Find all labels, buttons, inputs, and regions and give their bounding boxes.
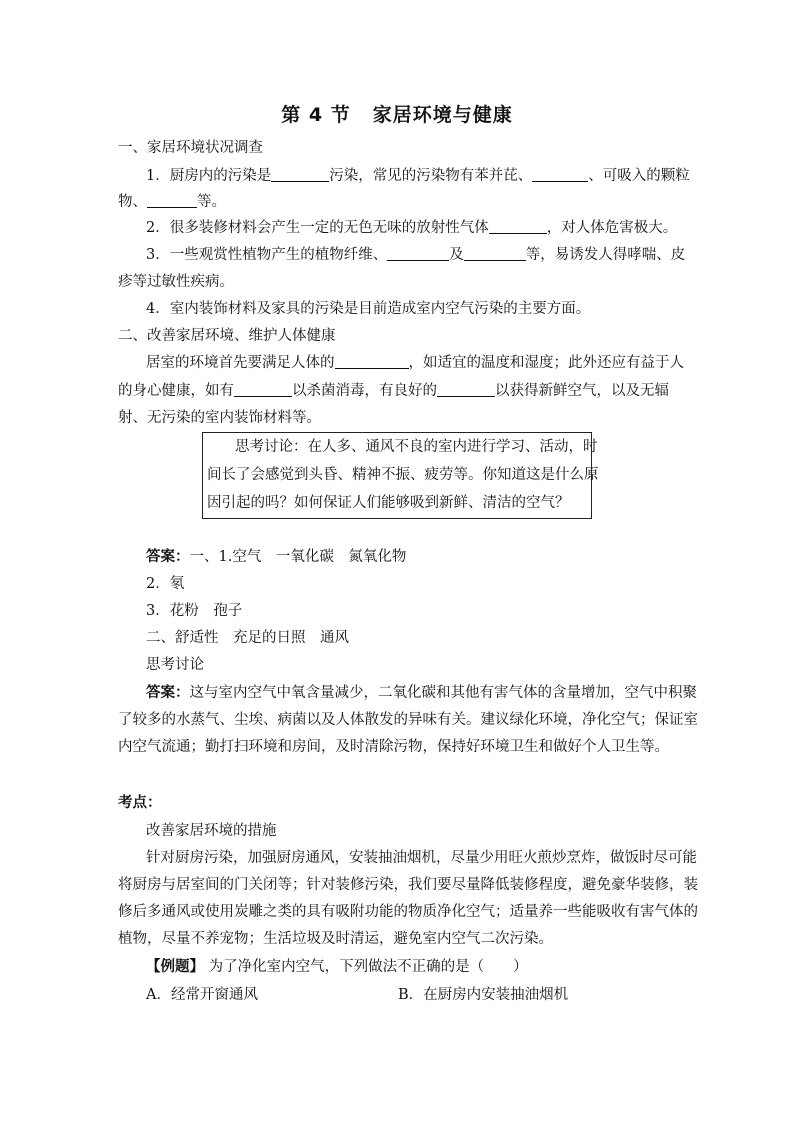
kaodian-line1: 针对厨房污染，加强厨房通风，安装抽油烟机，尽量少用旺火煎炒烹炸，做饭时尽可能: [146, 850, 697, 866]
blank: [147, 193, 197, 208]
blank: [387, 246, 449, 261]
answers-para-line3: 内空气流通；勤打扫环境和房间，及时清除污物，保持好环境卫生和做好个人卫生等。: [118, 739, 669, 755]
answers-line4: 二、舒适性 充足的日照 通风: [146, 630, 349, 646]
question-2: 2．很多装修材料会产生一定的无色无味的放射性气体 ，对人体危害极大。: [146, 220, 678, 236]
question-3-line1: 3．一些观赏性植物产生的植物纤维、 及 等，易诱发人得哮喘、皮: [146, 247, 686, 263]
section2-para-line3: 射、无污染的室内装饰材料等。: [118, 410, 321, 426]
section2-heading: 二、改善家居环境、维护人体健康: [118, 328, 336, 344]
question-1-line1: 1．厨房内的污染是 污染，常见的污染物有苯并芘、 、可吸入的颗粒: [146, 168, 690, 184]
section2-para-line2: 的身心健康，如有 以杀菌消毒，有良好的 以获得新鲜空气，以及无辐: [118, 383, 669, 399]
blank: [271, 167, 329, 182]
answers-line5: 思考讨论: [146, 657, 204, 673]
kaodian-line4: 植物，尽量不养宠物；生活垃圾及时清运，避免室内空气二次污染。: [118, 931, 553, 947]
page-title: [0, 100, 794, 127]
answers-para-line1: 答案：这与室内空气中氧含量减少，二氧化碳和其他有害气体的含量增加，空气中积聚: [146, 684, 697, 701]
title-main: 家居环境与健康: [372, 104, 513, 126]
blank: [532, 167, 588, 182]
answers-line3: 3．花粉 孢子: [146, 603, 243, 619]
answers-line2: 2．氡: [146, 576, 185, 592]
kaodian-line2: 将厨房与居室间的门关闭等；针对装修污染，我们要尽量降低装修程度，避免豪华装修，装: [118, 877, 698, 893]
kaodian-subheading: 改善家居环境的措施: [146, 823, 277, 839]
answers-line1: 答案：一、1.空气 一氧化碳 氮氧化物: [146, 548, 407, 565]
answers-para-label: 答案：: [146, 684, 190, 701]
blank: [489, 219, 547, 234]
discussion-line2: 间长了会感觉到头昏、精神不振、疲劳等。你知道这是什么原: [207, 467, 599, 483]
discussion-line3: 因引起的吗？如何保证人们能够吸到新鲜、清洁的空气？: [207, 495, 570, 511]
question-3-line2: 疹等过敏性疾病。: [118, 274, 234, 290]
answers-para-line2: 了较多的水蒸气、尘埃、病菌以及人体散发的异味有关。建议绿化环境，净化空气；保证室: [118, 712, 698, 728]
section2-para-line1: 居室的环境首先要满足人体的 ，如适宜的温度和湿度；此外还应有益于人: [146, 355, 684, 371]
blank: [464, 246, 526, 261]
example-question: 【例题】 为了净化室内空气，下列做法不正确的是（ ）: [146, 958, 528, 975]
blank: [437, 382, 495, 397]
title-section-number: 第 4 节: [281, 104, 351, 126]
discussion-line1: 思考讨论：在人多、通风不良的室内进行学习、活动，时: [235, 439, 598, 455]
kaodian-label: 考点：: [118, 794, 162, 811]
section1-heading: 一、家居环境状况调查: [118, 140, 263, 156]
question-4: 4．室内装饰材料及家具的污染是目前造成室内空气污染的主要方面。: [146, 301, 591, 317]
question-1-line2: 物、 等。: [118, 194, 226, 210]
example-label: 【例题】: [146, 958, 204, 975]
discussion-box: [202, 432, 599, 519]
blank: [234, 382, 292, 397]
option-b: B．在厨房内安装抽油烟机: [398, 987, 569, 1003]
option-a: A．经常开窗通风: [146, 987, 258, 1003]
answers-label: 答案：: [146, 548, 190, 565]
blank: [335, 354, 409, 369]
kaodian-line3: 修后多通风或使用炭雕之类的具有吸附功能的物质净化空气；适量养一些能吸收有害气体的: [118, 904, 698, 920]
